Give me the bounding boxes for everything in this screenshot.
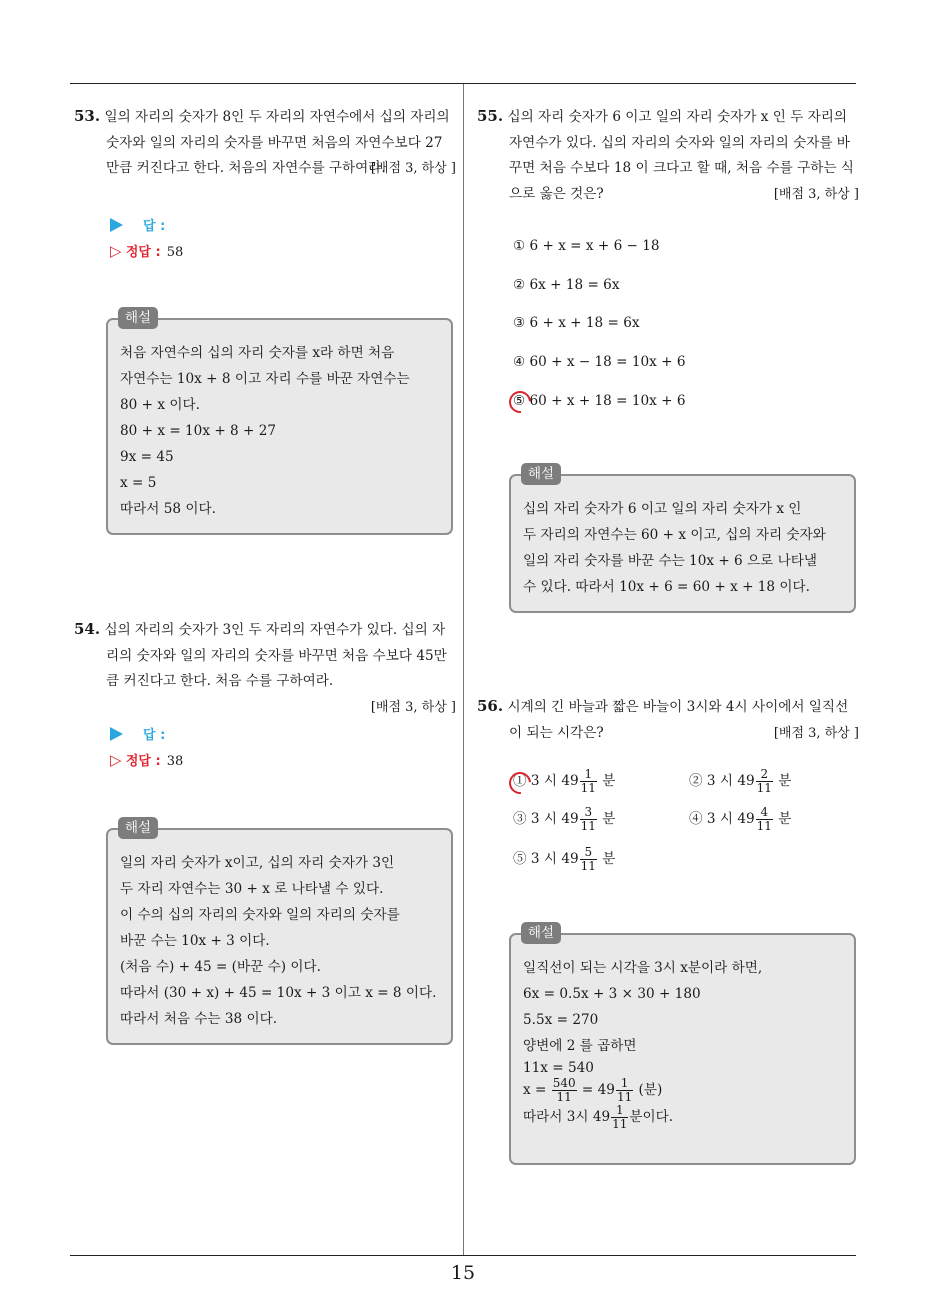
question-text: 시계의 긴 바늘과 짧은 바늘이 3시와 4시 사이에서 일직선이 되는 시각은?: [507, 699, 849, 741]
answer-block-54: [74, 723, 456, 774]
question-text: 일의 자리의 숫자가 8인 두 자리의 자연수에서 십의 자리의 숫자와 일의 자리의 숫자를 바꾸면 처음의 자연수보다 27 만큼 커진다고 한다. 처음의 자연수를 구하여라.: [104, 109, 450, 176]
explanation-tag: 해설: [118, 817, 158, 839]
explanation-line: 십의 자리 숫자가 6 이고 일의 자리 숫자가 x 인: [523, 501, 802, 517]
triangle-outline-icon: ▷: [110, 751, 122, 769]
bottom-rule: [70, 1255, 856, 1256]
explanation-line: (처음 수) + 45 = (바꾼 수) 이다.: [120, 959, 321, 975]
correct-label: 정답 :: [125, 754, 161, 769]
explanation-line: 바꾼 수는 10x + 3 이다.: [120, 933, 270, 949]
option-1[interactable]: ① 3 시 49 $\frac{1}{11}$ 분: [513, 767, 616, 795]
question-56: [477, 694, 859, 746]
explanation-box-56: [509, 925, 856, 1165]
explanation-line: 따라서 (30 + x) + 45 = 10x + 3 이고 x = 8 이다.: [120, 985, 437, 1001]
question-text: 십의 자리의 숫자가 3인 두 자리의 자연수가 있다. 십의 자리의 숫자와 일의 자리의 숫자를 바꾸면 처음 수보다 45만큼 커진다고 한다. 처음 수를 구하여라.: [104, 622, 447, 689]
explanation-fraction-line: x = $\frac{540}{11}$ = 49 $\frac{1}{11}$ (분): [523, 1076, 663, 1104]
explanation-line: 9x = 45: [120, 449, 174, 465]
answer-circle-mark: [505, 387, 536, 418]
option-2[interactable]: ② 3 시 49 $\frac{2}{11}$ 분: [689, 767, 792, 795]
explanation-box-54: [106, 820, 453, 1045]
explanation-line: 따라서 58 이다.: [120, 501, 216, 517]
option-4[interactable]: ④ 3 시 49 $\frac{4}{11}$ 분: [689, 805, 792, 833]
explanation-line: 80 + x 이다.: [120, 397, 200, 413]
explanation-box-55: [509, 466, 856, 613]
explanation-line: 일의 자리 숫자를 바꾼 수는 10x + 6 으로 나타낼: [523, 553, 817, 569]
correct-label: 정답 :: [125, 245, 161, 260]
explanation-line: 따라서 처음 수는 38 이다.: [120, 1011, 278, 1027]
question-number: 56.: [477, 697, 504, 715]
option-3[interactable]: ③ 6 + x + 18 = 6x: [513, 315, 640, 331]
question-meta: [배점 3, 하상 ]: [773, 186, 859, 202]
explanation-line: 처음 자연수의 십의 자리 숫자를 x라 하면 처음: [120, 345, 395, 361]
explanation-tag: 해설: [521, 463, 561, 485]
play-icon: [110, 218, 123, 232]
option-2[interactable]: ② 6x + 18 = 6x: [513, 277, 620, 293]
question-meta: [배점 3, 하상 ]: [773, 725, 859, 741]
explanation-line: 양변에 2 를 곱하면: [523, 1038, 637, 1054]
correct-value: 58: [166, 245, 184, 260]
explanation-line: 이 수의 십의 자리의 숫자와 일의 자리의 숫자를: [120, 907, 400, 923]
explanation-box-53: [106, 310, 453, 535]
triangle-outline-icon: ▷: [110, 242, 122, 260]
page-number: 15: [450, 1262, 476, 1284]
explanation-line: 수 있다. 따라서 10x + 6 = 60 + x + 18 이다.: [523, 579, 810, 595]
explanation-line: 80 + x = 10x + 8 + 27: [120, 423, 277, 439]
play-icon: [110, 727, 123, 741]
explanation-line: 두 자리의 자연수는 60 + x 이고, 십의 자리 숫자와: [523, 527, 826, 543]
option-4[interactable]: ④ 60 + x − 18 = 10x + 6: [513, 354, 686, 370]
option-5[interactable]: ⑤ 60 + x + 18 = 10x + 6: [513, 393, 686, 409]
question-54: [74, 617, 456, 720]
question-55: [477, 104, 859, 207]
question-meta: [배점 3, 하상 ]: [370, 699, 456, 715]
option-5[interactable]: ⑤ 3 시 49 $\frac{5}{11}$ 분: [513, 845, 616, 873]
answer-label: 답 :: [143, 219, 166, 234]
option-3[interactable]: ③ 3 시 49 $\frac{3}{11}$ 분: [513, 805, 616, 833]
question-number: 53.: [74, 107, 101, 125]
option-1[interactable]: ① 6 + x = x + 6 − 18: [513, 238, 660, 254]
explanation-last-line: 따라서 3시 49 $\frac{1}{11}$ 분이다.: [523, 1103, 674, 1131]
answer-label: 답 :: [143, 728, 166, 743]
explanation-line: 일직선이 되는 시각을 3시 x분이라 하면,: [523, 960, 763, 976]
explanation-tag: 해설: [521, 922, 561, 944]
question-meta: [배점 3, 하상 ]: [370, 161, 456, 176]
question-number: 55.: [477, 107, 504, 125]
explanation-line: 자연수는 10x + 8 이고 자리 수를 바꾼 자연수는: [120, 371, 410, 387]
explanation-line: 일의 자리 숫자가 x이고, 십의 자리 숫자가 3인: [120, 855, 395, 871]
answer-block-53: [74, 214, 456, 265]
explanation-tag: 해설: [118, 307, 158, 329]
column-divider: [463, 84, 464, 1256]
correct-value: 38: [166, 754, 184, 769]
question-53: [74, 104, 456, 182]
explanation-line: x = 5: [120, 475, 157, 491]
explanation-line: 두 자리 자연수는 30 + x 로 나타낼 수 있다.: [120, 881, 384, 897]
question-text: 십의 자리 숫자가 6 이고 일의 자리 숫자가 x 인 두 자리의 자연수가 있다. 십의 자리의 숫자와 일의 자리의 숫자를 바꾸면 처음 수보다 18 이 크다고 할 때, 처음 수를 구하는 식으로 옳은 것은?: [507, 109, 854, 202]
explanation-line: 5.5x = 270: [523, 1012, 599, 1028]
question-number: 54.: [74, 620, 101, 638]
explanation-line: 6x = 0.5x + 3 × 30 + 180: [523, 986, 701, 1002]
explanation-line: 11x = 540: [523, 1060, 594, 1076]
